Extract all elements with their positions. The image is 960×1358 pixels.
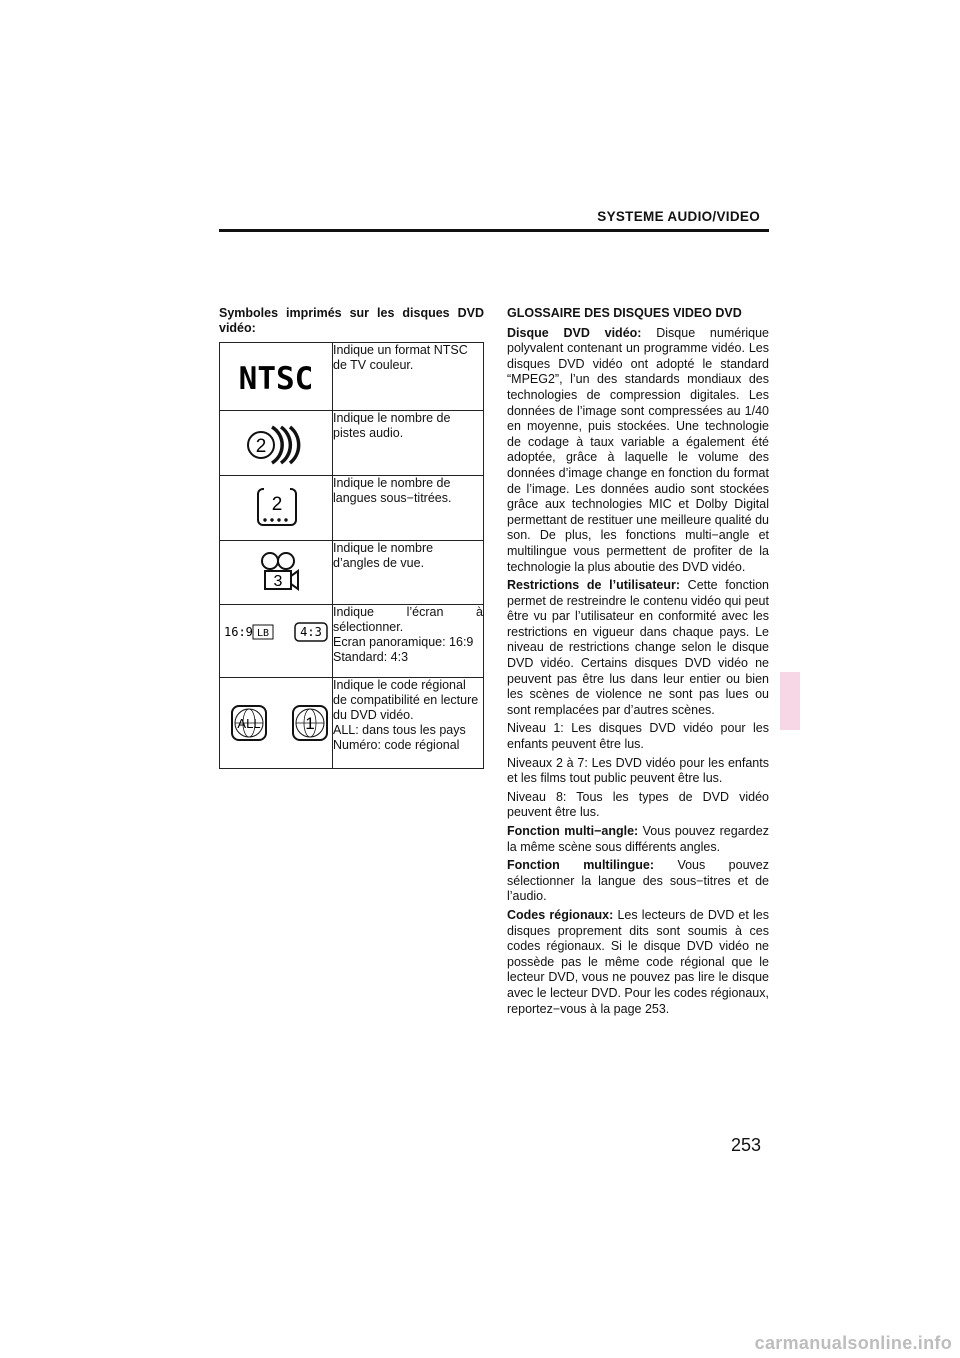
glossary-paragraph: Niveau 1: Les disques DVD vidéo pour les enfants peuvent être lus. xyxy=(507,721,769,752)
audio-tracks-number: 2 xyxy=(255,436,267,457)
table-row xyxy=(220,476,484,541)
subtitle-icon-cell xyxy=(220,476,333,541)
table-row xyxy=(220,605,484,678)
subtitle-icon xyxy=(220,476,332,540)
glossary-term: Codes régionaux: xyxy=(507,907,614,922)
audio-description: Indique le nombre de pistes audio. xyxy=(333,411,484,476)
glossary-text: Disque numérique polyvalent contenant un programme vidéo. Les disques DVD vidéo ont adopté le standard “MPEG2”, l’un des standards mondiaux des technologies de compression digitales. Les données de l’image sont compressées au 1/40 en moyenne, puis stockées. Une technologie de codage à taux variable a également été adoptée, grâce à laquelle le volume des données d’image change en fonction du format de l’image. Les données audio sont stockées grâce aux technologies MIC et Dolby Digital permettant de restituer une meilleure qualité du son. De plus, les fonctions multi−angle et multilingue vous permettent de profiter de la technologie la plus aboutie des DVD vidéo. xyxy=(507,325,769,574)
glossary-text: Cette fonction permet de restreindre le contenu vidéo qui peut être vu par l’utilisateur en conformité avec les restrictions en vigueur dans chaque pays. Le niveau de restrictions change selon le disque DVD vidéo. Certains disques DVD vidéo ne peuvent pas être lus dans leur entier ou bien les scènes de violence ne sont pas lues ou sont remplacées par d’autres scènes. xyxy=(507,578,770,717)
page-number: 253 xyxy=(731,1135,762,1155)
glossary-column xyxy=(507,306,769,1020)
region-description-line2: ALL: dans tous les pays xyxy=(333,723,466,737)
aspect-description-line2: Ecran panoramique: 16:9 xyxy=(333,635,474,649)
subtitle-number: 2 xyxy=(271,494,283,515)
glossary-text: Les lecteurs de DVD et les disques proprement dits sont soumis à ces codes régionaux. Si le disque DVD vidéo ne possède pas le même code régional que le lecteur DVD, vous ne pouvez pas lire le disque avec le lecteur DVD. Pour les codes régionaux, reportez−vous à la page 253. xyxy=(507,907,769,1016)
glossary-paragraph xyxy=(507,578,769,718)
table-row xyxy=(220,541,484,605)
subtitle-description: Indique le nombre de langues sous−titrées. xyxy=(333,476,484,541)
aspect-ratio-icon xyxy=(220,605,332,677)
glossary-text: Vous pouvez regardez la même scène sous différents angles. xyxy=(507,824,769,854)
ntsc-icon-text: NTSC xyxy=(238,361,314,397)
region-globe-icon xyxy=(220,678,332,768)
aspect-description-line3: Standard: 4:3 xyxy=(333,650,409,664)
glossary-term: Restrictions de l’utilisateur: xyxy=(507,578,681,593)
region-description xyxy=(333,678,484,769)
glossary-paragraph xyxy=(507,824,769,855)
aspect-description-line1: Indique l’écran à sélectionner. xyxy=(333,605,483,634)
symbols-heading: Symboles imprimés sur les disques DVD vidéo: xyxy=(219,306,484,335)
section-tab-marker xyxy=(780,672,800,730)
watermark: carmanualsonline.info xyxy=(754,1333,952,1353)
aspect-description xyxy=(333,605,484,678)
section-header-title: SYSTEME AUDIO/VIDEO xyxy=(597,209,760,224)
audio-tracks-icon xyxy=(220,411,332,475)
ntsc-icon xyxy=(220,343,332,410)
glossary-heading: GLOSSAIRE DES DISQUES VIDEO DVD xyxy=(507,306,742,320)
symbols-table xyxy=(219,342,484,769)
glossary-paragraph xyxy=(507,858,769,905)
region-code-number: 1 xyxy=(305,714,315,733)
glossary-paragraph xyxy=(507,908,769,1017)
table-row xyxy=(220,411,484,476)
glossary-paragraph xyxy=(507,326,769,576)
ntsc-description: Indique un format NTSC de TV couleur. xyxy=(333,343,484,411)
ntsc-icon-cell xyxy=(220,343,333,411)
audio-icon-cell xyxy=(220,411,333,476)
region-all-label: ALL xyxy=(237,716,261,731)
camera-angle-number: 3 xyxy=(273,573,283,590)
glossary-paragraph: Niveaux 2 à 7: Les DVD vidéo pour les enfants et les films tout public peuvent être lus. xyxy=(507,755,769,786)
camera-angle-icon xyxy=(220,541,332,604)
table-row xyxy=(220,678,484,769)
region-icon-cell xyxy=(220,678,333,769)
aspect-ratio-lb-label: LB xyxy=(256,628,270,639)
glossary-term: Disque DVD vidéo: xyxy=(507,325,642,340)
glossary-term: Fonction multilingue: xyxy=(507,858,655,873)
region-description-line3: Numéro: code régional xyxy=(333,738,460,752)
angle-description: Indique le nombre d’angles de vue. xyxy=(333,541,484,605)
glossary-term: Fonction multi−angle: xyxy=(507,824,639,838)
glossary-text: Vous pouvez sélectionner la langue des sous−titres et de l’audio. xyxy=(507,858,769,904)
header-rule xyxy=(219,229,769,232)
table-row xyxy=(220,343,484,411)
aspect-ratio-standard-label: 4:3 xyxy=(300,625,322,639)
glossary-paragraph: Niveau 8: Tous les types de DVD vidéo peuvent être lus. xyxy=(507,789,769,820)
aspect-ratio-wide-label: 16:9 xyxy=(224,625,253,639)
aspect-icon-cell xyxy=(220,605,333,678)
symbols-column xyxy=(219,306,484,769)
angle-icon-cell xyxy=(220,541,333,605)
region-description-line1: Indique le code régional de compatibilité en lecture du DVD vidéo. xyxy=(333,678,479,722)
